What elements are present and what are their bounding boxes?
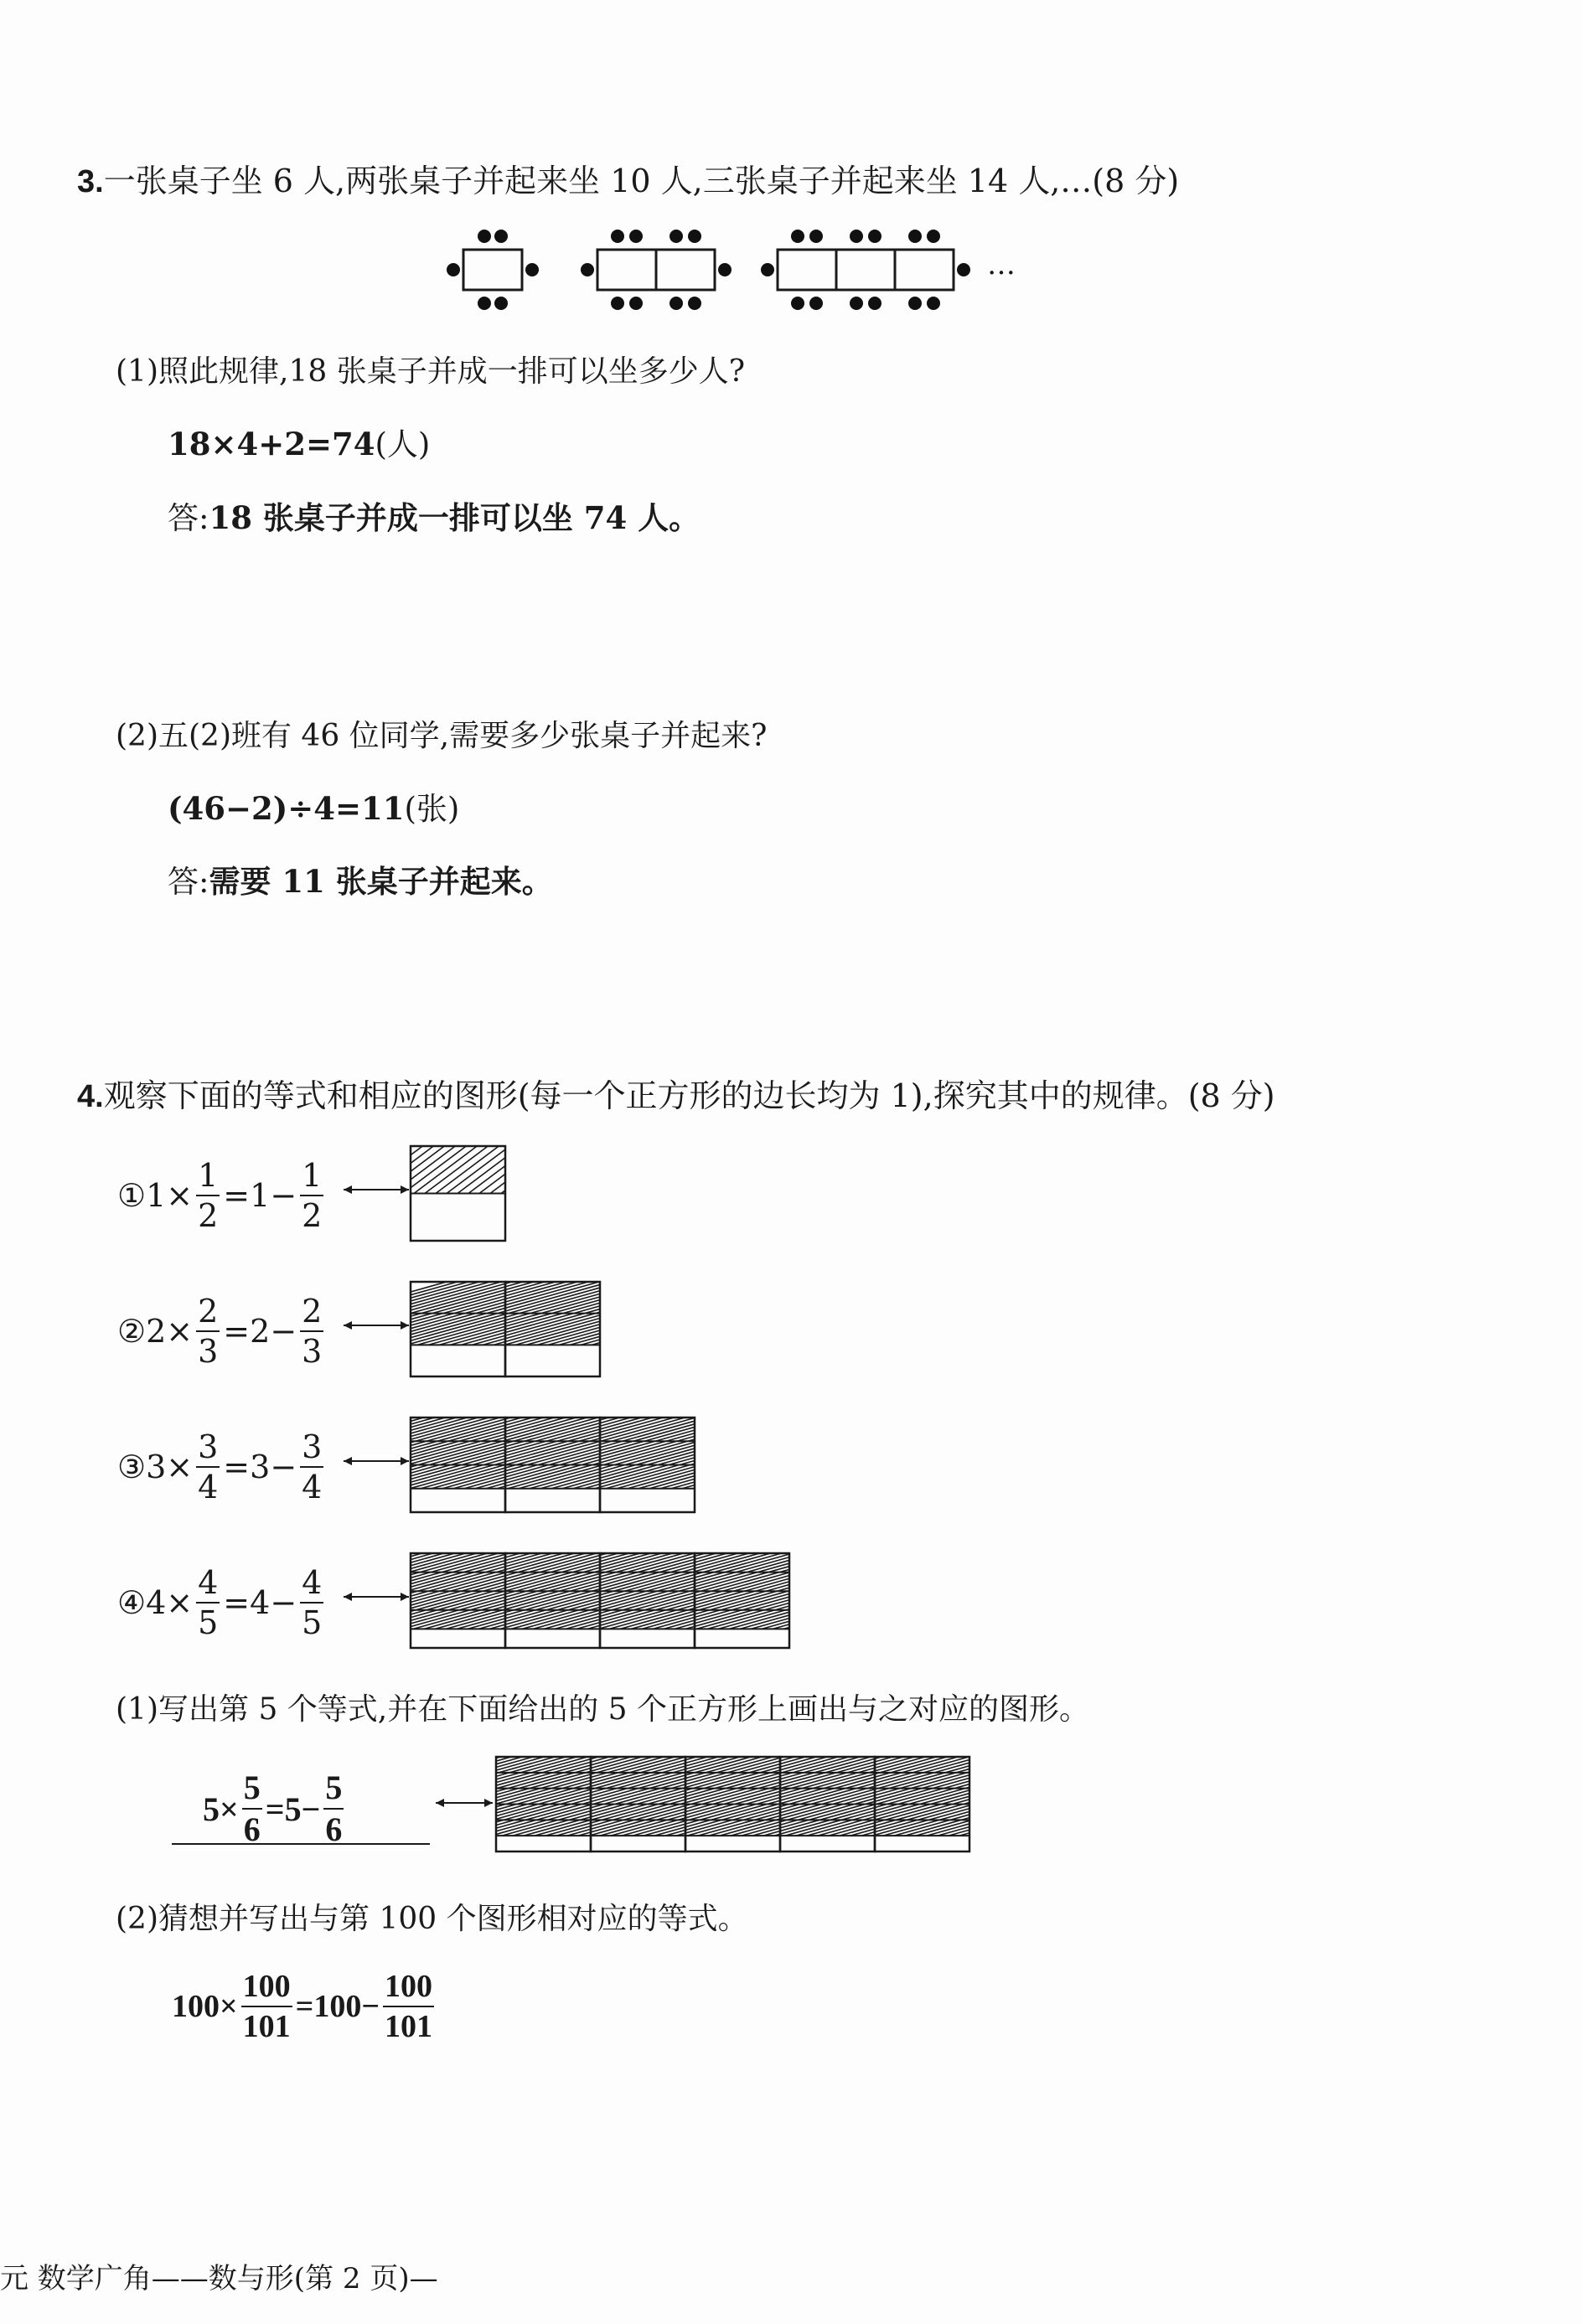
eq-n: 3 <box>250 1449 271 1485</box>
eq-times: × <box>166 1313 194 1350</box>
eq-label: ② <box>117 1313 147 1350</box>
hatching <box>316 1146 662 1194</box>
eq-n: 2 <box>146 1313 167 1350</box>
hatching <box>23 1757 1582 1836</box>
eq-n: 3 <box>146 1449 167 1485</box>
q3-text: 一张桌子坐 6 人,两张桌子并起来坐 10 人,三张桌子并起来坐 14 人,…(8 分) <box>103 163 1180 199</box>
arrow-head-right <box>401 1185 409 1194</box>
q3-part2-unit: (张) <box>404 791 460 827</box>
q3-part1-expression: 18×4+2=74 <box>168 426 375 462</box>
eq-denominator: 3 <box>198 1333 219 1370</box>
eq-denominator: 4 <box>302 1469 323 1505</box>
q3-part1-answer-prefix: 答: <box>168 500 209 536</box>
unit-square <box>411 1282 505 1376</box>
arrow-head-right <box>401 1593 409 1601</box>
eq-n: 2 <box>250 1313 271 1350</box>
eq-n: 5 <box>203 1789 220 1828</box>
q3-part1-unit: (人) <box>375 426 431 462</box>
eq-n: 1 <box>250 1177 271 1214</box>
q3-part2-answer-text: 需要 11 张桌子并起来。 <box>209 863 553 900</box>
eq-equals: = <box>265 1789 285 1828</box>
q3-part2-question: (2)五(2)班有 46 位同学,需要多少张桌子并起来? <box>116 719 768 753</box>
q3-part2-expression: (46−2)÷4=11 <box>168 790 405 827</box>
eq-numerator: 2 <box>300 1295 323 1332</box>
q4-part1-question: (1)写出第 5 个等式,并在下面给出的 5 个正方形上画出与之对应的图形。 <box>116 1692 1090 1727</box>
q4-number: 4. <box>77 1079 104 1114</box>
eq-times: × <box>220 1989 238 2024</box>
arrow-head-left <box>344 1593 352 1601</box>
eq-equals: = <box>295 1989 314 2024</box>
eq-minus: − <box>270 1177 297 1214</box>
eq-n: 4 <box>146 1584 167 1621</box>
eq-minus: − <box>301 1789 321 1828</box>
eq-denominator: 101 <box>384 2009 432 2044</box>
eq-numerator: 4 <box>300 1567 323 1604</box>
eq-label: ④ <box>117 1584 147 1621</box>
eq-times: × <box>166 1449 194 1485</box>
eq-label: ① <box>117 1177 147 1214</box>
eq-denominator: 2 <box>302 1197 323 1234</box>
eq-numerator: 1 <box>196 1159 220 1196</box>
q4-part2-question: (2)猜想并写出与第 100 个图形相对应的等式。 <box>116 1902 748 1936</box>
eq-label: ③ <box>117 1449 147 1485</box>
arrow-head-right <box>401 1457 409 1465</box>
eq-denominator: 6 <box>325 1810 343 1848</box>
eq-n: 4 <box>250 1584 271 1621</box>
eq-denominator: 2 <box>198 1197 219 1234</box>
eq-minus: − <box>361 1989 380 2024</box>
eq-n: 1 <box>146 1177 167 1214</box>
eq-denominator: 5 <box>302 1604 323 1641</box>
q3-ellipsis: … <box>987 248 1016 281</box>
eq-n: 100 <box>172 1989 220 2024</box>
arrow-head-right <box>401 1321 409 1330</box>
eq-times: × <box>166 1177 194 1214</box>
arrow-head-left <box>436 1799 444 1807</box>
eq-minus: − <box>270 1449 297 1485</box>
eq-n: 100 <box>313 1989 362 2024</box>
q4-text: 观察下面的等式和相应的图形(每一个正方形的边长均为 1),探究其中的规律。(8 分) <box>103 1077 1275 1114</box>
page-footer: 元 数学广角——数与形(第 2 页)— <box>0 2262 438 2296</box>
eq-equals: = <box>223 1449 251 1485</box>
eq-minus: − <box>270 1584 297 1621</box>
eq-equals: = <box>223 1177 251 1214</box>
arrow-head-left <box>344 1321 352 1330</box>
eq-denominator: 101 <box>242 2009 291 2044</box>
eq-equals: = <box>223 1584 251 1621</box>
arrow-head-left <box>344 1457 352 1465</box>
q3-part1-question: (1)照此规律,18 张桌子并成一排可以坐多少人? <box>116 354 745 389</box>
eq-numerator: 5 <box>242 1771 262 1810</box>
eq-n: 5 <box>284 1789 302 1828</box>
eq-minus: − <box>270 1313 297 1350</box>
eq-denominator: 3 <box>302 1333 323 1370</box>
eq-denominator: 4 <box>198 1469 219 1505</box>
q3-part2-answer-prefix: 答: <box>168 864 209 900</box>
hatching <box>127 1418 1230 1489</box>
eq-numerator: 5 <box>323 1771 344 1810</box>
eq-equals: = <box>223 1313 251 1350</box>
eq-denominator: 6 <box>243 1810 261 1848</box>
eq-times: × <box>166 1584 194 1621</box>
arrow-head-left <box>344 1185 352 1194</box>
eq-numerator: 4 <box>196 1567 220 1604</box>
eq-denominator: 5 <box>198 1604 219 1641</box>
q3-part1-answer-text: 18 张桌子并成一排可以坐 74 人。 <box>209 499 701 536</box>
eq-numerator: 100 <box>383 1970 434 2007</box>
eq-numerator: 100 <box>241 1970 292 2007</box>
eq-numerator: 3 <box>300 1431 323 1468</box>
eq-numerator: 2 <box>196 1295 220 1332</box>
eq-times: × <box>220 1789 239 1828</box>
eq-numerator: 1 <box>300 1159 323 1196</box>
unit-square <box>505 1553 600 1648</box>
eq-numerator: 3 <box>196 1431 220 1468</box>
hatching <box>221 1282 1013 1345</box>
q3-number: 3. <box>77 164 104 199</box>
arrow-head-right <box>484 1799 493 1807</box>
